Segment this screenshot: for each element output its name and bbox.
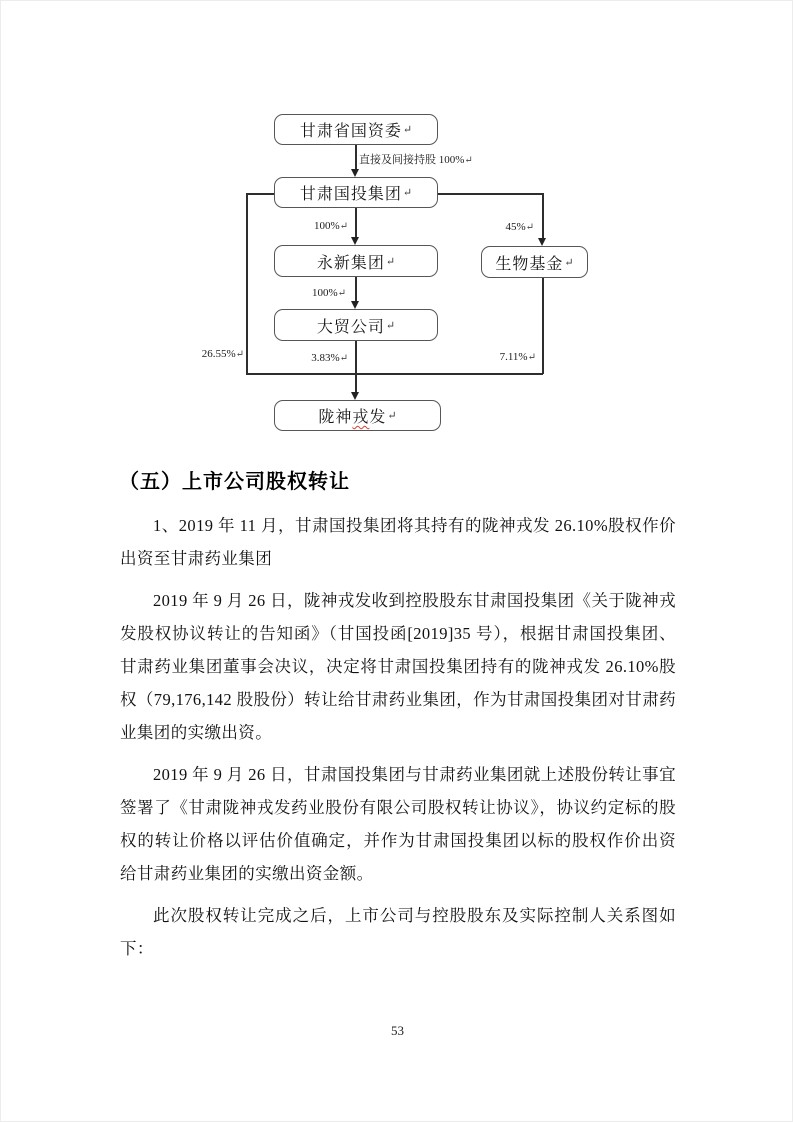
edge-label-guotou-yongxin (308, 220, 348, 232)
paragraph-mark: ↵ (402, 124, 413, 136)
edge-label-text: 100% (313, 220, 340, 232)
connector-line (355, 145, 357, 171)
body-text (120, 509, 676, 974)
node-damao-company (274, 309, 438, 341)
edge-label-text: 100% (311, 287, 338, 299)
node-label: 发 (369, 409, 387, 426)
arrowhead-icon (538, 238, 546, 246)
node-longshen-rongfa (274, 400, 441, 431)
arrowhead-icon (351, 301, 359, 309)
connector-line (246, 373, 543, 375)
edge-label-text: 7.11% (499, 351, 528, 363)
paragraph-mark: ↵ (235, 349, 244, 360)
paragraph-mark: ↵ (337, 288, 346, 299)
connector-line (542, 193, 544, 238)
paragraph: 2019 年 9 月 26 日，陇神戎发收到控股股东甘肃国投集团《关于陇神戎发股权协议转让的告知函》（甘国投函[2019]35 号），根据甘肃国投集团、甘肃药业集团董事会决议，决定将甘肃国投集团持有的陇神戎发 26.10%股权（79,176,142 股股份）转让给甘肃药业集团，作为甘肃国投集团对甘肃药业集团的实缴出资。 (120, 591, 676, 742)
node-gansu-guotou-group (274, 177, 438, 208)
paragraph-mark: ↵ (339, 353, 348, 364)
paragraph-mark: ↵ (464, 155, 473, 166)
edge-label-text: 直接及间接持股 100% (359, 154, 465, 166)
connector-line (355, 208, 357, 239)
connector-line (542, 278, 544, 374)
edge-label-damao-longshen (303, 352, 348, 364)
connector-line (438, 193, 543, 195)
edge-label-text: 3.83% (311, 352, 340, 364)
edge-label-guotou-longshen (199, 348, 244, 360)
paragraph: 1、2019 年 11 月，甘肃国投集团将其持有的陇神戎发 26.10%股权作价出资至甘肃药业集团 (120, 516, 676, 568)
node-label: 永新集团 (316, 254, 385, 272)
edge-label-guotou-biofund (498, 221, 534, 233)
page-number: 53 (391, 1023, 404, 1038)
connector-line (246, 193, 274, 195)
node-bio-fund (481, 246, 588, 278)
connector-line (355, 341, 357, 394)
connector-line (355, 277, 357, 303)
edge-label-text: 45% (505, 221, 526, 233)
node-label: 甘肃省国资委 (299, 123, 402, 140)
paragraph-mark: ↵ (385, 319, 396, 332)
paragraph-mark: ↵ (527, 352, 536, 363)
edge-label-yongxin-damao (306, 287, 346, 299)
paragraph: 2019 年 9 月 26 日，甘肃国投集团与甘肃药业集团就上述股份转让事宜签署了《甘肃陇神戎发药业股份有限公司股权转让协议》，协议约定标的股权的转让价格以评估价值确定，并作为甘肃国投集团以标的股权作价出资给甘肃药业集团的实缴出资金额。 (120, 765, 676, 883)
connector-line (246, 193, 248, 374)
paragraph-mark: ↵ (385, 255, 396, 268)
node-yongxin-group (274, 245, 438, 277)
node-label: 甘肃国投集团 (299, 186, 402, 203)
spellcheck-flagged-text: 戎 (352, 409, 370, 426)
node-gansu-sasac (274, 114, 438, 145)
edge-label-text: 26.55% (201, 348, 236, 360)
paragraph-mark: ↵ (339, 221, 348, 232)
paragraph-mark: ↵ (387, 410, 397, 422)
arrowhead-icon (351, 237, 359, 245)
paragraph-mark: ↵ (402, 187, 413, 199)
node-label: 生物基金 (495, 255, 564, 273)
ownership-structure-chart (1, 1, 793, 446)
paragraph: 此次股权转让完成之后，上市公司与控股股东及实际控制人关系图如下： (120, 906, 676, 958)
paragraph-mark: ↵ (525, 222, 534, 233)
arrowhead-icon (351, 392, 359, 400)
edge-label-direct-indirect-holding (359, 151, 473, 167)
node-label: 大贸公司 (316, 318, 385, 336)
paragraph-mark: ↵ (564, 256, 574, 269)
section-heading: （五）上市公司股权转让 (119, 471, 350, 493)
edge-label-biofund-longshen (491, 351, 536, 363)
arrowhead-icon (351, 169, 359, 177)
node-label: 陇神 (318, 409, 353, 426)
